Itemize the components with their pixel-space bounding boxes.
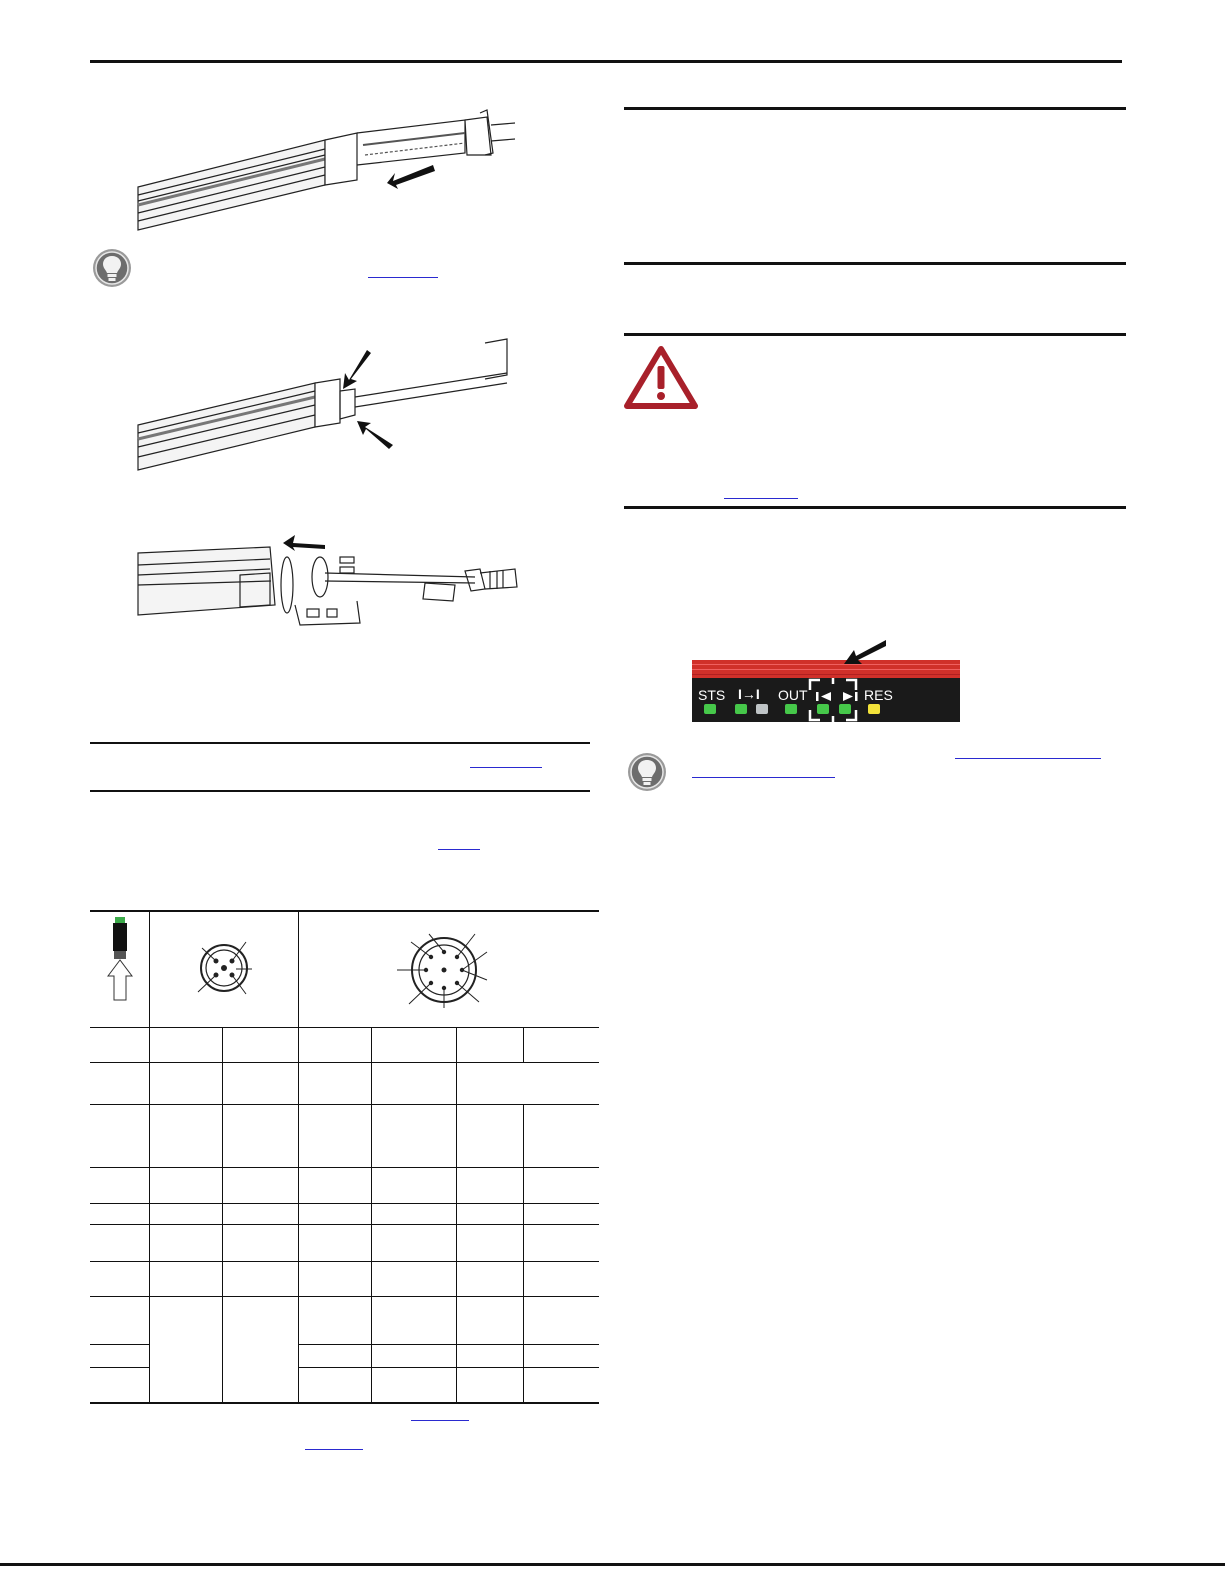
cross-reference-link[interactable]	[470, 766, 542, 768]
pinout-table	[90, 910, 599, 1404]
led-label-res: RES	[864, 687, 893, 703]
led-alignment-2	[756, 704, 768, 714]
led-res	[868, 704, 880, 714]
red-band-stripe	[692, 664, 960, 665]
connector-icon	[90, 912, 149, 1022]
red-band-stripe	[692, 674, 960, 675]
led-label-out: OUT	[778, 687, 808, 703]
connector-8pin-icon	[299, 912, 599, 1022]
section-rule	[624, 262, 1126, 265]
arrow-icon	[283, 535, 325, 551]
connector-icon-cell	[90, 911, 150, 1028]
cross-reference-link[interactable]	[692, 776, 835, 778]
arrow-icon	[840, 636, 888, 668]
header-rule	[90, 60, 1122, 63]
led-panel	[692, 660, 960, 722]
section-rule	[624, 107, 1126, 110]
connector-5pin-icon	[150, 912, 298, 1022]
led-label-sts: STS	[698, 687, 726, 703]
arrow-icon	[387, 165, 435, 189]
warning-triangle-icon	[624, 346, 698, 410]
cross-reference-link[interactable]	[368, 276, 438, 278]
lightbulb-icon	[92, 248, 132, 288]
mounting-figure-3	[135, 525, 520, 630]
highlight-brackets	[808, 678, 858, 722]
arrow-icon	[343, 350, 371, 389]
cross-reference-link[interactable]	[305, 1448, 363, 1450]
lightbulb-icon	[627, 752, 667, 792]
cross-reference-link[interactable]	[438, 848, 480, 850]
mounting-figure-1	[135, 105, 520, 235]
arrow-icon	[357, 421, 393, 449]
connector-8pin-cell	[299, 911, 600, 1028]
mounting-figure-2	[135, 335, 515, 480]
led-label-alignment: I→I	[738, 686, 760, 702]
cross-reference-link[interactable]	[955, 757, 1101, 759]
red-band-stripe	[692, 669, 960, 670]
footer-rule	[0, 1563, 1225, 1566]
section-rule	[90, 742, 590, 744]
led-out	[785, 704, 797, 714]
connector-5pin-cell	[150, 911, 299, 1028]
section-rule	[90, 790, 590, 792]
led-sts	[704, 704, 716, 714]
section-rule	[624, 506, 1126, 509]
cross-reference-link[interactable]	[724, 497, 798, 499]
section-rule	[624, 333, 1126, 336]
led-alignment-1	[735, 704, 747, 714]
cross-reference-link[interactable]	[411, 1419, 469, 1421]
